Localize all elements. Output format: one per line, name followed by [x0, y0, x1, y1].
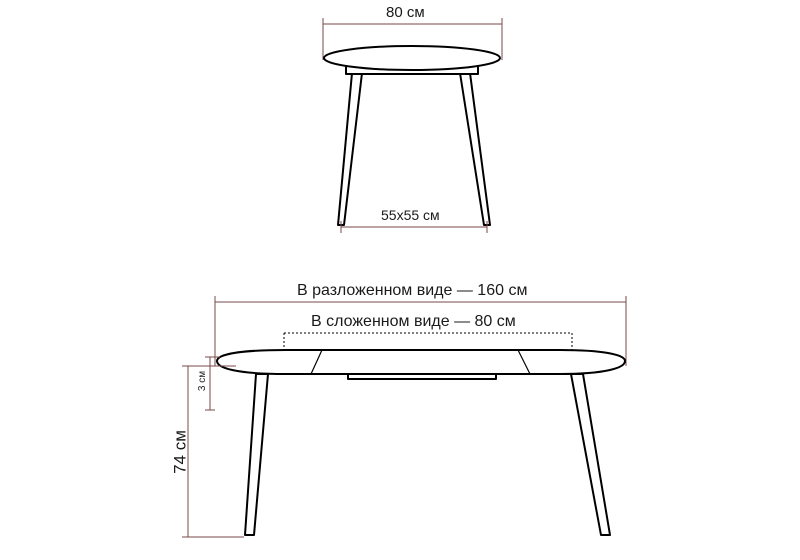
extended-length-label: В разложенном виде — 160 см [297, 282, 528, 299]
round-table-leg-right [460, 73, 490, 225]
folded-length-label: В сложенном виде — 80 см [311, 313, 516, 330]
oval-table-top [217, 350, 625, 374]
round-table-top [324, 46, 500, 70]
diameter-label: 80 см [386, 4, 425, 21]
oval-table-leg-left [245, 374, 268, 535]
round-table-drawing [323, 18, 502, 233]
round-table-leg-left [338, 73, 362, 225]
base-size-label: 55x55 см [381, 207, 440, 223]
oval-table-leg-right [571, 374, 610, 535]
height-label: 74 см [170, 430, 190, 474]
oval-table-drawing [182, 296, 626, 537]
thickness-label: 3 см [197, 370, 208, 392]
